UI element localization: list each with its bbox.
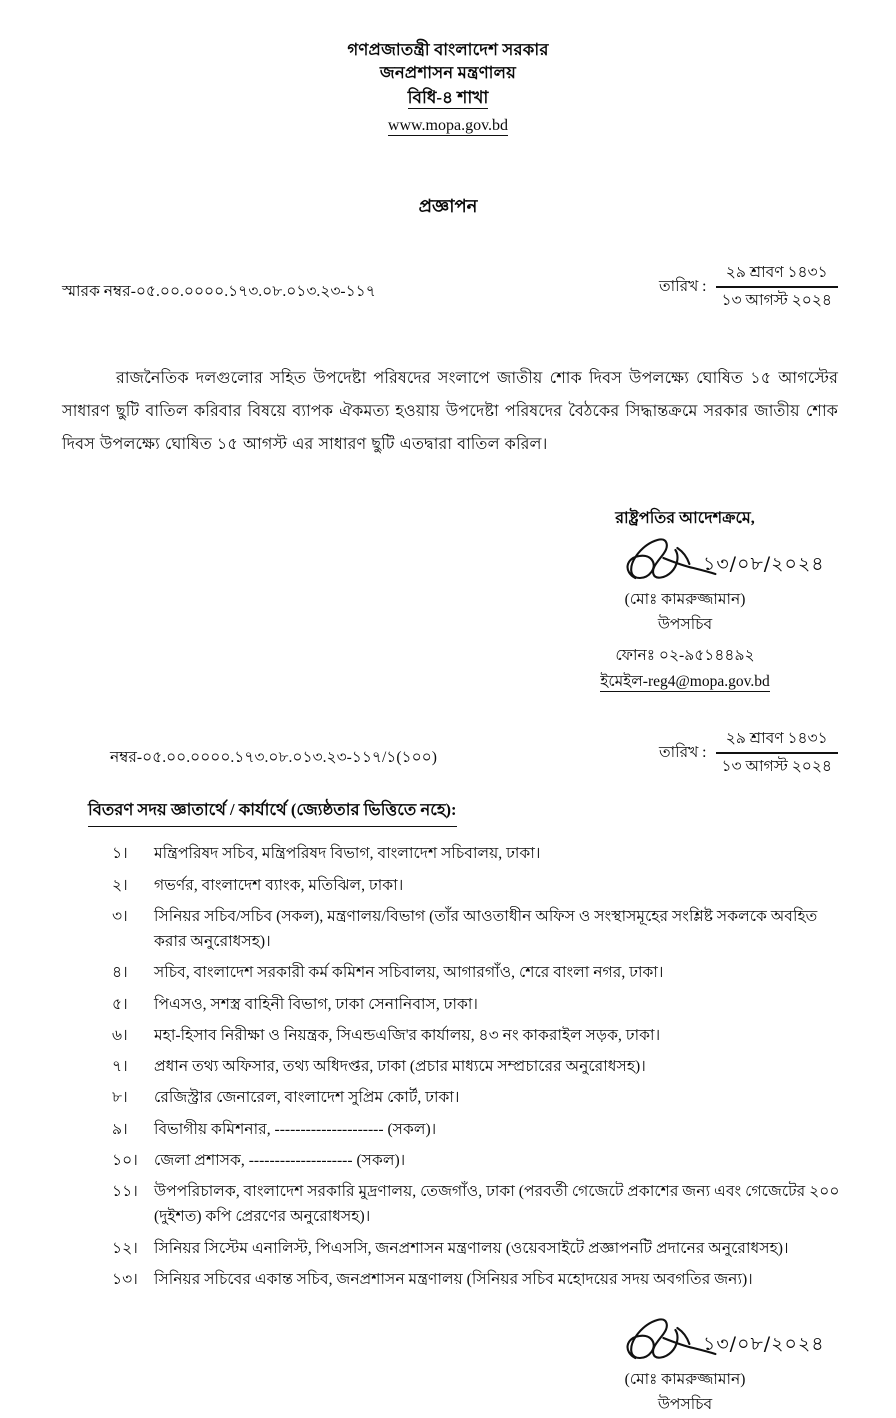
memo-date-block-2: [659, 729, 838, 777]
distribution-heading: বিতরণ সদয় জ্ঞাতার্থে / কার্যার্থে (জ্যেষ্ঠতার ভিত্তিতে নহে):: [88, 797, 457, 827]
list-item-number: ৯।: [112, 1120, 128, 1138]
list-item-number: ১৩।: [112, 1270, 138, 1288]
list-item-text: সচিব, বাংলাদেশ সরকারী কর্ম কমিশন সচিবালয়, আগারগাঁও, শেরে বাংলা নগর, ঢাকা।: [154, 964, 664, 982]
memo-header-row-2: [0, 729, 896, 777]
list-item-number: ১১।: [112, 1183, 138, 1201]
date-label: তারিখ :: [659, 278, 707, 296]
list-item-text: প্রধান তথ্য অফিসার, তথ্য অধিদপ্তর, ঢাকা (প্রচার মাধ্যমে সম্প্রচারের অনুরোধসহ)।: [154, 1058, 646, 1076]
contact-phone: ফোনঃ ০২-৯৫১৪৪৯২: [615, 646, 755, 664]
list-item: [112, 1267, 840, 1292]
memo-number: স্মারক নম্বর-০৫.০০.০০০০.১৭৩.০৮.০১৩.২৩-১১৭: [62, 283, 376, 301]
list-item-text: গভর্ণর, বাংলাদেশ ব্যাংক, মতিঝিল, ঢাকা।: [154, 876, 404, 894]
list-item-number: ৫।: [112, 995, 128, 1013]
website-url: www.mopa.gov.bd: [387, 117, 509, 135]
distribution-list: [112, 841, 840, 1292]
email-prefix: ইমেইল-: [600, 673, 648, 691]
date-stack-2: [716, 729, 839, 777]
signatory-designation: উপসচিব: [657, 615, 713, 633]
list-item-text: সিনিয়র সচিবের একান্ত সচিব, জনপ্রশাসন মন্ত্রণালয় (সিনিয়র সচিব মহোদয়ের সদয় অবগতির জন্য)।: [154, 1270, 753, 1288]
list-item: [112, 1054, 840, 1079]
list-item-text: রেজিস্ট্রার জেনারেল, বাংলাদেশ সুপ্রিম কোর্ট, ঢাকা।: [154, 1089, 460, 1107]
date-stack: [716, 263, 839, 311]
letterhead: [0, 0, 896, 140]
list-item: [112, 1085, 840, 1110]
memo-date-block: [659, 263, 838, 311]
list-item-text: বিভাগীয় কমিশনার, --------------------- (সকল)।: [154, 1120, 437, 1138]
list-item: [112, 1117, 840, 1142]
list-item: [112, 904, 840, 955]
email-address: reg4@mopa.gov.bd: [647, 673, 770, 691]
list-item-text: সিনিয়র সচিব/সচিব (সকল), মন্ত্রণালয়/বিভাগ (তাঁর আওতাধীন অফিস ও সংস্থাসমূহের সংশ্লিষ্ট সকলকে অবহিত করার অনুরোধসহ)।: [154, 907, 818, 951]
list-item: [112, 841, 840, 866]
contact-email: [520, 670, 850, 695]
date-bengali-2: ২৯ শ্রাবণ ১৪৩১: [725, 730, 828, 748]
signatory-name: (মোঃ কামরুজ্জামান): [624, 591, 746, 609]
list-item: [112, 1179, 840, 1230]
list-item-text: সিনিয়র সিস্টেম এনালিস্ট, পিএসসি, জনপ্রশাসন মন্ত্রণালয় (ওয়েবসাইটে প্রজ্ঞাপনটি প্রদানের অনুরোধসহ)।: [154, 1239, 789, 1257]
list-item: [112, 1023, 840, 1048]
government-name: গণপ্রজাতন্ত্রী বাংলাদেশ সরকার: [347, 40, 549, 59]
list-item: [112, 1148, 840, 1173]
ministry-name: জনপ্রশাসন মন্ত্রণালয়: [379, 63, 517, 83]
date-label-2: তারিখ :: [659, 744, 707, 762]
list-item-number: ১।: [112, 845, 128, 863]
list-item-text: জেলা প্রশাসক, -------------------- (সকল)।: [154, 1151, 406, 1169]
memo-header-row: [0, 263, 896, 311]
signature-block: [520, 505, 850, 695]
branch-name: বিধি-৪ শাখা: [407, 87, 489, 107]
list-item: [112, 873, 840, 898]
list-item-number: ৪।: [112, 964, 128, 982]
by-order-of-president: রাষ্ট্রপতির আদেশক্রমে,: [615, 510, 755, 528]
list-item-number: ৮।: [112, 1089, 128, 1107]
list-item-text: মহা-হিসাব নিরীক্ষা ও নিয়ন্ত্রক, সিএন্ডএজি'র কার্যালয়, ৪৩ নং কাকরাইল সড়ক, ঢাকা।: [154, 1026, 661, 1044]
signature-block-2: [520, 1314, 850, 1418]
list-item-text: মন্ত্রিপরিষদ সচিব, মন্ত্রিপরিষদ বিভাগ, বাংলাদেশ সচিবালয়, ঢাকা।: [154, 845, 541, 863]
signature-graphic-2: [520, 1314, 850, 1368]
signatory-designation-2: উপসচিব: [657, 1396, 713, 1414]
memo-number-2: নম্বর-০৫.০০.০০০০.১৭৩.০৮.০১৩.২৩-১১৭/১(১০০): [110, 749, 437, 767]
list-item-number: ৭।: [112, 1058, 128, 1076]
list-item: [112, 992, 840, 1017]
list-item-number: ৩।: [112, 907, 128, 925]
distribution-heading-wrap: [0, 777, 896, 827]
list-item: [112, 1236, 840, 1261]
list-item: [112, 960, 840, 985]
signature-date-2: ১৩/০৮/২০২৪: [703, 1333, 825, 1356]
page-title: প্রজ্ঞাপন: [418, 196, 478, 217]
date-gregorian: ১৩ আগস্ট ২০২৪: [721, 291, 832, 309]
list-item-number: ১০।: [112, 1151, 138, 1169]
list-item-number: ২।: [112, 876, 128, 894]
date-bengali: ২৯ শ্রাবণ ১৪৩১: [725, 264, 828, 282]
date-gregorian-2: ১৩ আগস্ট ২০২৪: [721, 757, 832, 775]
body-paragraph: রাজনৈতিক দলগুলোর সহিত উপদেষ্টা পরিষদের সংলাপে জাতীয় শোক দিবস উপলক্ষ্যে ঘোষিত ১৫ আগস্টের সাধারণ ছুটি বাতিল করিবার বিষয়ে ব্যাপক ঐকমত্য হওয়ায় উপদেষ্টা পরিষদের বৈঠকের সিদ্ধান্তক্রমে সরকার জাতীয় শোক দিবস উপলক্ষ্যে ঘোষিত ১৫ আগস্ট এর সাধারণ ছুটি এতদ্বারা বাতিল করিল।: [62, 368, 838, 453]
list-item-number: ১২।: [112, 1239, 138, 1257]
list-item-number: ৬।: [112, 1026, 128, 1044]
signature-date: ১৩/০৮/২০২৪: [703, 553, 825, 576]
list-item-text: উপপরিচালক, বাংলাদেশ সরকারি মুদ্রণালয়, তেজগাঁও, ঢাকা (পরবর্তী গেজেটে প্রকাশের জন্য এবং গেজেটের ২০০ (দুইশত) কপি প্রেরণের অনুরোধসহ)।: [154, 1183, 840, 1226]
list-item-text: পিএসও, সশস্ত্র বাহিনী বিভাগ, ঢাকা সেনানিবাস, ঢাকা।: [154, 995, 479, 1013]
signatory-name-2: (মোঃ কামরুজ্জামান): [624, 1371, 746, 1389]
signature-graphic: [520, 534, 850, 588]
